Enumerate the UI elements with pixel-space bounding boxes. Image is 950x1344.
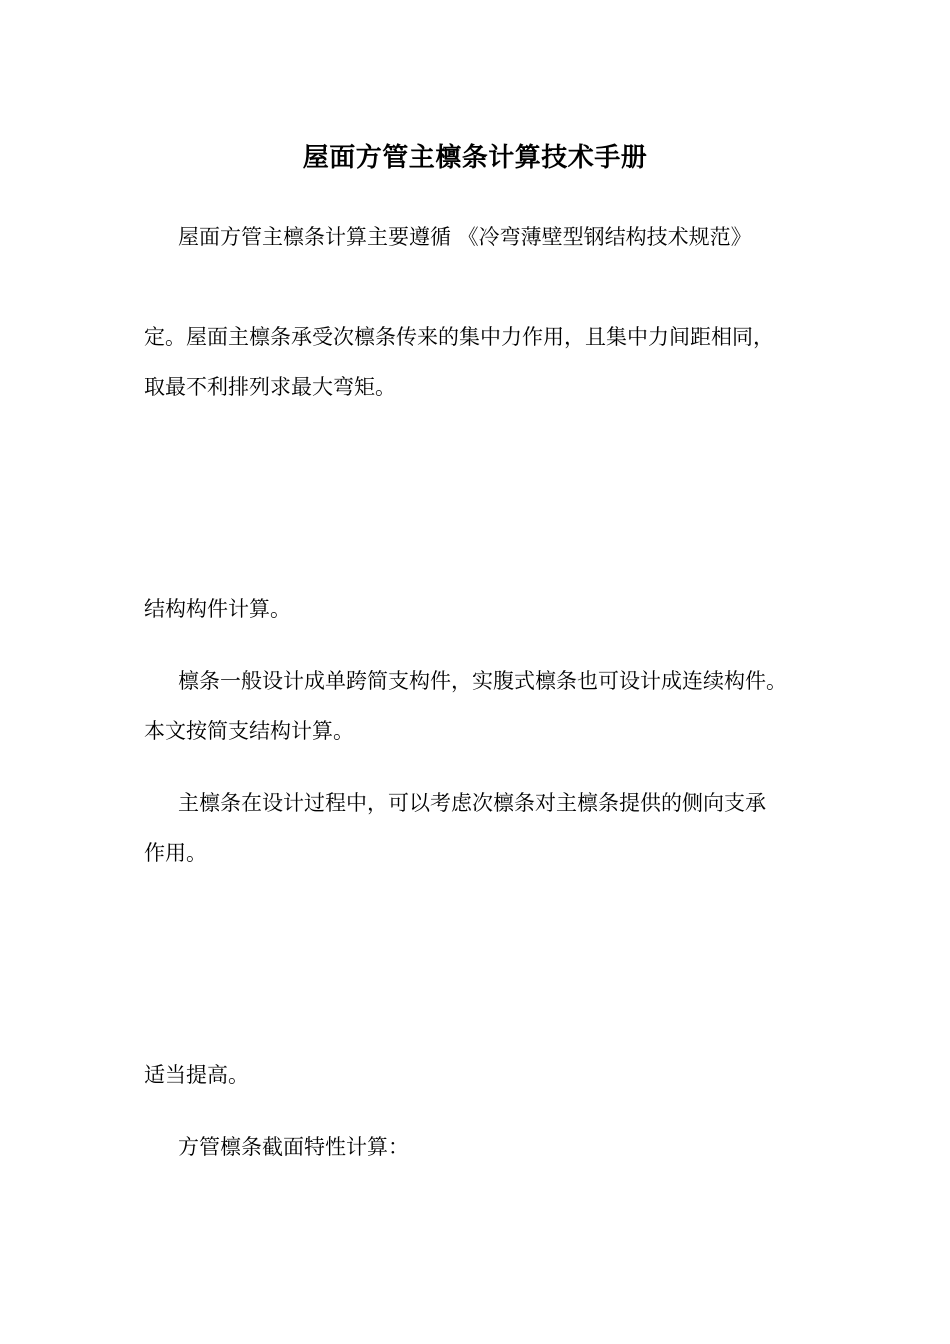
paragraph-3-line-2	[144, 716, 808, 746]
paragraph-4-line-1	[178, 788, 808, 818]
paragraph-4-line-2	[144, 838, 808, 868]
text: 取最不利排列求最大弯矩。	[144, 375, 396, 399]
paragraph-2-line-4	[144, 594, 808, 624]
text: 定。屋面主檩条承受次檩条传来的集中力作用，且集中力间距相同，	[144, 325, 774, 349]
paragraph-1-line-4	[144, 372, 808, 402]
text: 本文按简支结构计算。	[144, 719, 354, 743]
paragraph-5-line-4	[144, 1060, 808, 1090]
text: 作用。	[144, 841, 207, 865]
paragraph-3-line-1	[178, 666, 808, 696]
text: 屋面方管主檩条计算主要遵循 《冷弯薄壁型钢结构技术规范》	[178, 225, 752, 249]
text: 结构构件计算。	[144, 597, 291, 621]
paragraph-6-line-1	[178, 1132, 808, 1162]
text: 适当提高。	[144, 1063, 249, 1087]
text: 檩条一般设计成单跨简支构件，实腹式檩条也可设计成连续构件。	[178, 669, 787, 693]
document-title: 屋面方管主檩条计算技术手册	[302, 143, 648, 173]
text: 主檩条在设计过程中，可以考虑次檩条对主檩条提供的侧向支承	[178, 791, 766, 815]
paragraph-1-line-3	[144, 322, 808, 352]
paragraph-1-line-1	[178, 222, 808, 252]
text: 方管檩条截面特性计算：	[178, 1135, 409, 1159]
